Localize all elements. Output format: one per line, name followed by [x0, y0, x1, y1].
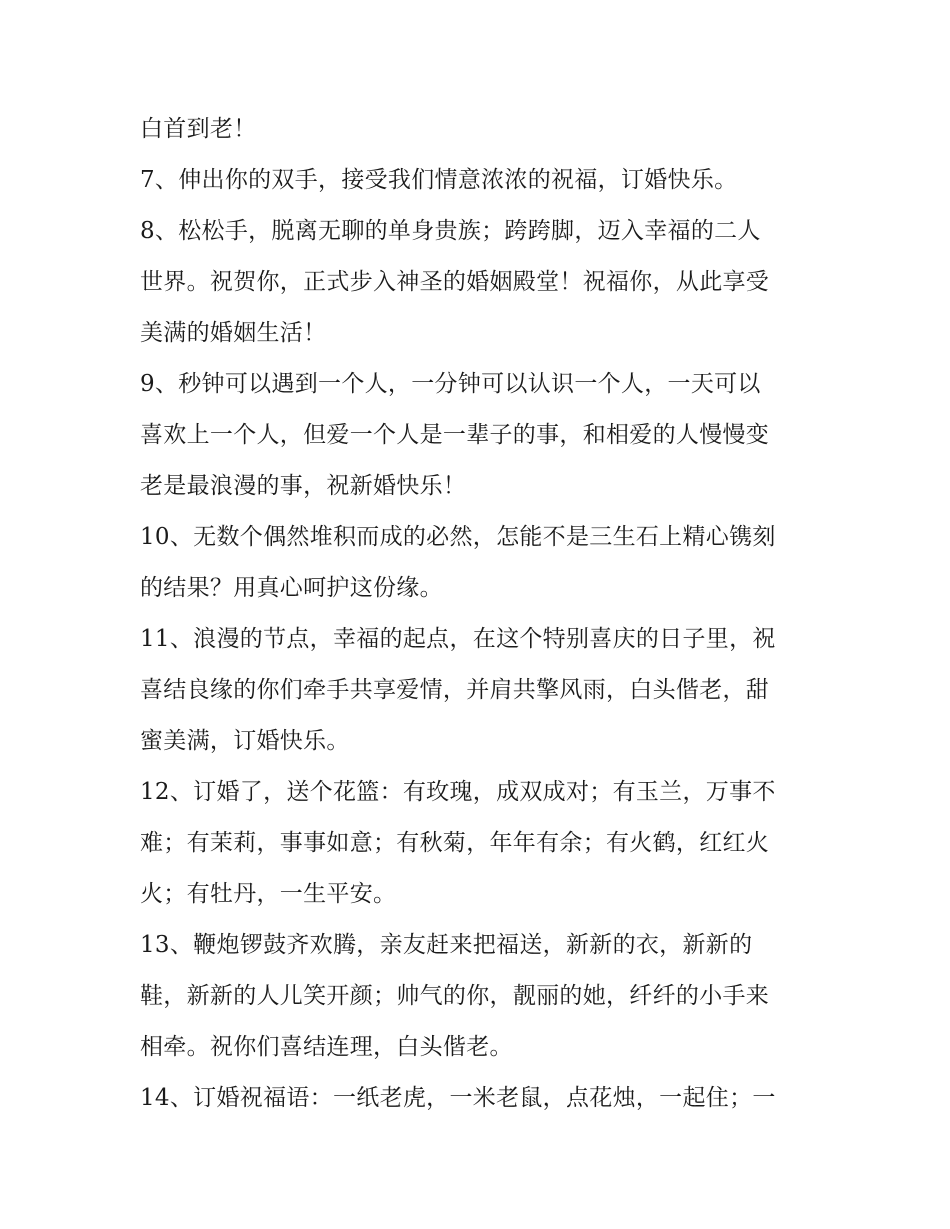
- text-line: 喜结良缘的你们牵手共享爱情，并肩共擎风雨，白头偕老，甜: [140, 677, 770, 703]
- text-line: 难；有茉莉，事事如意；有秋菊，年年有余；有火鹤，红红火: [140, 830, 770, 856]
- text-line: 12、订婚了，送个花篮：有玫瑰，成双成对；有玉兰，万事不: [140, 779, 776, 805]
- text-line: 的结果？用真心呵护这份缘。: [140, 575, 443, 601]
- text-line: 11、浪漫的节点，幸福的起点，在这个特别喜庆的日子里，祝: [140, 626, 776, 652]
- text-line: 7、伸出你的双手，接受我们情意浓浓的祝福，订婚快乐。: [140, 167, 738, 193]
- text-line: 相牵。祝你们喜结连理，白头偕老。: [140, 1034, 513, 1060]
- text-line: 9、秒钟可以遇到一个人，一分钟可以认识一个人，一天可以: [140, 371, 761, 397]
- text-line: 世界。祝贺你，正式步入神圣的婚姻殿堂！祝福你，从此享受: [140, 269, 770, 295]
- text-line: 火；有牡丹，一生平安。: [140, 881, 397, 907]
- document-body: [140, 104, 820, 1124]
- text-line: 8、松松手，脱离无聊的单身贵族；跨跨脚，迈入幸福的二人: [140, 218, 761, 244]
- text-line: 老是最浪漫的事，祝新婚快乐！: [140, 473, 467, 499]
- text-line: 鞋，新新的人儿笑开颜；帅气的你，靓丽的她，纤纤的小手来: [140, 983, 770, 1009]
- text-line: 白首到老！: [140, 116, 257, 142]
- text-line: 美满的婚姻生活！: [140, 320, 327, 346]
- text-line: 喜欢上一个人，但爱一个人是一辈子的事，和相爱的人慢慢变: [140, 422, 770, 448]
- text-line: 13、鞭炮锣鼓齐欢腾，亲友赶来把福送，新新的衣，新新的: [140, 932, 753, 958]
- text-line: 14、订婚祝福语：一纸老虎，一米老鼠，点花烛，一起住；一: [140, 1085, 776, 1111]
- text-line: 蜜美满，订婚快乐。: [140, 728, 350, 754]
- text-line: 10、无数个偶然堆积而成的必然，怎能不是三生石上精心镌刻: [140, 524, 776, 550]
